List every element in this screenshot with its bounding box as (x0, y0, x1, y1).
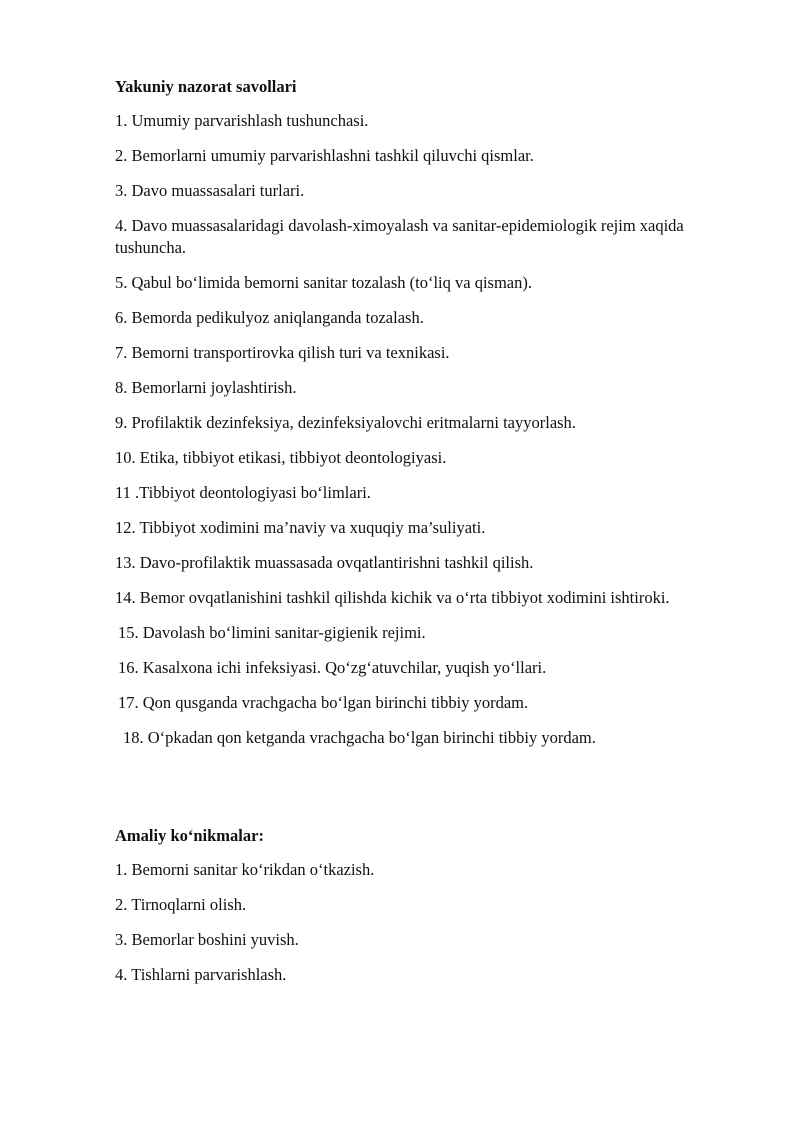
skill-item-2: 2. Tirnoqlarni olish. (115, 895, 247, 914)
skill-item-1: 1. Bemorni sanitar ko‘rikdan o‘tkazish. (115, 860, 375, 879)
question-item-5: 5. Qabul bo‘limida bemorni sanitar tozalash (to‘liq va qisman). (115, 273, 532, 292)
question-item-12: 12. Tibbiyot xodimini ma’naviy va xuquqiy ma’suliyati. (115, 518, 486, 537)
question-item-17: 17. Qon qusganda vrachgacha bo‘lgan birinchi tibbiy yordam. (118, 693, 529, 712)
question-item-15: 15. Davolash bo‘limini sanitar-gigienik rejimi. (118, 623, 426, 642)
question-item-11: 11 .Tibbiyot deontologiyasi bo‘limlari. (115, 483, 371, 502)
question-item-6: 6. Bemorda pedikulyoz aniqlanganda tozalash. (115, 308, 424, 327)
final-questions-heading: Yakuniy nazorat savollari (115, 77, 297, 96)
question-item-14: 14. Bemor ovqatlanishini tashkil qilishda kichik va o‘rta tibbiyot xodimini ishtiroki. (115, 588, 670, 607)
question-item-9: 9. Profilaktik dezinfeksiya, dezinfeksiyalovchi eritmalarni tayyorlash. (115, 413, 576, 432)
skill-item-3: 3. Bemorlar boshini yuvish. (115, 930, 299, 949)
question-item-18: 18. O‘pkadan qon ketganda vrachgacha bo‘lgan birinchi tibbiy yordam. (123, 728, 596, 747)
question-item-4: 4. Davo muassasalaridagi davolash-ximoyalash va sanitar-epidemiologik rejim xaqida tushuncha. (115, 216, 684, 257)
practical-skills-heading: Amaliy ko‘nikmalar: (115, 826, 264, 845)
section-spacer (115, 762, 720, 825)
question-item-13: 13. Davo-profilaktik muassasada ovqatlantirishni tashkil qilish. (115, 553, 534, 572)
question-item-1: 1. Umumiy parvarishlash tushunchasi. (115, 111, 369, 130)
question-item-2: 2. Bemorlarni umumiy parvarishlashni tashkil qiluvchi qismlar. (115, 146, 534, 165)
question-item-7: 7. Bemorni transportirovka qilish turi va texnikasi. (115, 343, 450, 362)
question-item-16: 16. Kasalxona ichi infeksiyasi. Qo‘zg‘atuvchilar, yuqish yo‘llari. (118, 658, 547, 677)
question-item-10: 10. Etika, tibbiyot etikasi, tibbiyot deontologiyasi. (115, 448, 447, 467)
question-item-8: 8. Bemorlarni joylashtirish. (115, 378, 297, 397)
question-item-3: 3. Davo muassasalari turlari. (115, 181, 305, 200)
skill-item-4: 4. Tishlarni parvarishlash. (115, 965, 287, 984)
document-page (115, 76, 720, 999)
